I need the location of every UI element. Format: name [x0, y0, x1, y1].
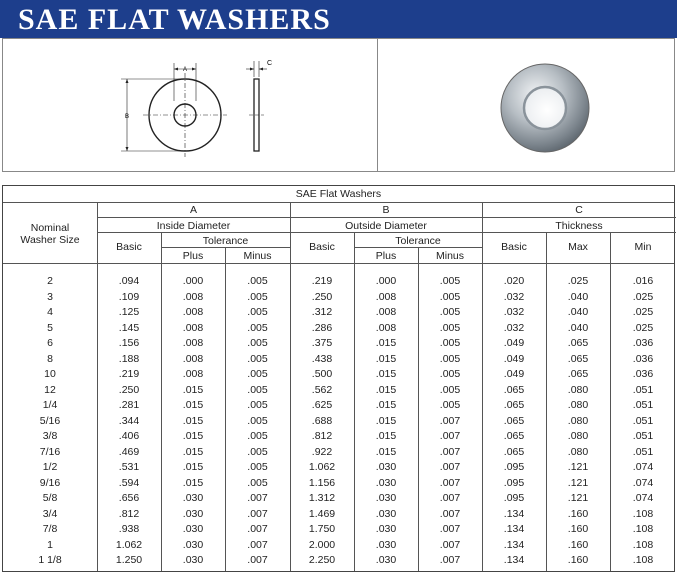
grid-line — [97, 232, 676, 233]
table-row — [3, 352, 674, 368]
table-row — [3, 445, 674, 461]
c-max-cell: .080 — [567, 399, 589, 411]
nominal-size-cell: 3 — [47, 290, 53, 303]
b-minus-cell: .005 — [439, 368, 461, 380]
b-basic-cell: .562 — [311, 383, 333, 396]
nominal-size-cell: 12 — [44, 383, 56, 396]
a-minus-cell: .007 — [247, 538, 268, 551]
b-plus-cell: .015 — [375, 399, 397, 411]
nominal-size-cell: 2 — [47, 275, 53, 287]
b-plus-cell: .030 — [375, 461, 397, 473]
group-a-tolerance: Tolerance — [202, 235, 249, 247]
b-plus-cell: .030 — [375, 476, 397, 489]
b-basic-cell: 1.062 — [308, 461, 336, 473]
a-minus-cell: .005 — [247, 383, 268, 396]
nominal-size-cell: 5/16 — [39, 414, 61, 427]
b-basic-cell: .688 — [311, 414, 333, 427]
c-min-cell: .051 — [632, 383, 654, 396]
c-basic-cell: .049 — [503, 352, 525, 365]
group-a-name: Inside Diameter — [156, 220, 231, 232]
c-basic-cell: .065 — [503, 414, 525, 427]
a-minus-cell: .007 — [247, 507, 268, 520]
b-plus-cell: .015 — [375, 383, 397, 396]
b-minus-cell: .005 — [439, 275, 461, 287]
c-min-cell: .074 — [632, 461, 654, 473]
nominal-size-cell: 1/4 — [42, 399, 58, 411]
a-basic-cell: .094 — [118, 275, 140, 287]
b-basic-cell: .286 — [311, 321, 333, 334]
group-c-name: Thickness — [555, 220, 603, 232]
a-plus-cell: .030 — [182, 554, 204, 566]
table-row — [3, 305, 674, 321]
table-row — [3, 522, 674, 538]
a-plus-cell: .008 — [182, 306, 204, 318]
nominal-size-cell: 10 — [44, 368, 56, 380]
c-basic-cell: .095 — [503, 492, 525, 504]
nominal-size-cell: 3/8 — [42, 430, 58, 442]
a-basic-cell: .812 — [118, 507, 140, 520]
table-row — [3, 398, 674, 414]
page-title: SAE FLAT WASHERS — [18, 3, 331, 36]
b-basic-cell: .219 — [311, 275, 333, 287]
figure-divider — [377, 39, 378, 171]
c-max-cell: .040 — [567, 306, 589, 318]
b-minus-cell: .007 — [439, 507, 461, 520]
b-plus-cell: .008 — [375, 306, 397, 318]
a-minus-cell: .005 — [247, 290, 268, 303]
group-b-basic: Basic — [309, 241, 335, 253]
a-plus-cell: .015 — [182, 383, 204, 396]
b-minus-cell: .005 — [439, 337, 461, 349]
a-minus-cell: .005 — [247, 476, 268, 489]
c-max-cell: .065 — [567, 337, 589, 349]
nominal-size-cell: 3/4 — [42, 507, 58, 520]
a-minus-cell: .005 — [247, 445, 268, 458]
c-min-cell: .108 — [632, 538, 654, 551]
b-plus-cell: .030 — [375, 523, 397, 535]
c-max-cell: .080 — [567, 383, 589, 396]
b-plus-cell: .015 — [375, 337, 397, 349]
nominal-size-cell: 4 — [47, 306, 53, 318]
a-plus-cell: .030 — [182, 507, 204, 520]
b-basic-cell: .500 — [311, 368, 333, 380]
a-plus-cell: .015 — [182, 445, 204, 458]
a-plus-cell: .015 — [182, 414, 204, 427]
table-row — [3, 367, 674, 383]
nominal-size-cell: 7/16 — [39, 445, 61, 458]
b-basic-cell: 1.156 — [308, 476, 336, 489]
nominal-size-cell: 5 — [47, 321, 53, 334]
a-minus-cell: .007 — [247, 523, 268, 535]
nominal-header-line1: Nominal — [30, 222, 70, 234]
c-basic-cell: .134 — [503, 507, 525, 520]
b-minus-cell: .005 — [439, 352, 461, 365]
b-basic-cell: .375 — [311, 337, 333, 349]
group-b-plus: Plus — [375, 250, 397, 262]
a-basic-cell: 1.062 — [115, 538, 143, 551]
a-plus-cell: .015 — [182, 461, 204, 473]
group-b-name: Outside Diameter — [345, 220, 427, 232]
b-minus-cell: .005 — [439, 290, 461, 303]
b-minus-cell: .007 — [439, 523, 461, 535]
a-minus-cell: .005 — [247, 275, 268, 287]
c-max-cell: .025 — [567, 275, 589, 287]
c-min-cell: .108 — [632, 507, 654, 520]
table-row — [3, 414, 674, 430]
a-plus-cell: .008 — [182, 368, 204, 380]
c-min-cell: .051 — [632, 414, 654, 427]
c-max-cell: .065 — [567, 368, 589, 380]
table-row — [3, 553, 674, 569]
a-minus-cell: .007 — [247, 492, 268, 504]
b-plus-cell: .030 — [375, 492, 397, 504]
c-max-cell: .160 — [567, 507, 589, 520]
c-min-cell: .036 — [632, 368, 654, 380]
c-min-cell: .025 — [632, 306, 654, 318]
c-min-cell: .051 — [632, 445, 654, 458]
nominal-size-cell: 8 — [47, 352, 53, 365]
b-basic-cell: .312 — [311, 306, 333, 318]
a-basic-cell: .469 — [118, 445, 140, 458]
c-basic-cell: .032 — [503, 290, 525, 303]
a-plus-cell: .008 — [182, 290, 204, 303]
table-row — [3, 290, 674, 306]
table-row — [3, 274, 674, 290]
a-basic-cell: .109 — [118, 290, 140, 303]
nominal-size-cell: 5/8 — [42, 492, 58, 504]
nominal-size-cell: 9/16 — [39, 476, 61, 489]
b-minus-cell: .007 — [439, 445, 461, 458]
c-basic-cell: .095 — [503, 476, 525, 489]
b-basic-cell: .250 — [311, 290, 333, 303]
a-basic-cell: .344 — [118, 414, 140, 427]
nominal-size-cell: 7/8 — [42, 523, 58, 535]
c-max-cell: .160 — [567, 523, 589, 535]
b-minus-cell: .007 — [439, 492, 461, 504]
b-basic-cell: .812 — [311, 430, 333, 442]
a-minus-cell: .005 — [247, 461, 268, 473]
a-minus-cell: .005 — [247, 368, 268, 380]
c-min-cell: .036 — [632, 337, 654, 349]
table-row — [3, 460, 674, 476]
a-basic-cell: .188 — [118, 352, 140, 365]
group-c-basic: Basic — [501, 241, 527, 253]
table-row — [3, 336, 674, 352]
b-plus-cell: .015 — [375, 352, 397, 365]
group-c-max: Max — [568, 241, 588, 253]
c-min-cell: .025 — [632, 321, 654, 334]
b-plus-cell: .000 — [375, 275, 397, 287]
c-min-cell: .108 — [632, 523, 654, 535]
b-plus-cell: .030 — [375, 538, 397, 551]
c-basic-cell: .095 — [503, 461, 525, 473]
a-minus-cell: .005 — [247, 399, 268, 411]
a-plus-cell: .000 — [182, 275, 204, 287]
table-row — [3, 321, 674, 337]
nominal-size-cell: 1 — [47, 538, 53, 551]
a-basic-cell: .281 — [118, 399, 140, 411]
table-row — [3, 429, 674, 445]
group-a-plus: Plus — [182, 250, 204, 262]
c-min-cell: .074 — [632, 492, 654, 504]
b-plus-cell: .008 — [375, 321, 397, 334]
a-basic-cell: .938 — [118, 523, 140, 535]
c-max-cell: .040 — [567, 321, 589, 334]
group-a-letter: A — [189, 204, 197, 216]
c-basic-cell: .032 — [503, 321, 525, 334]
c-min-cell: .036 — [632, 352, 654, 365]
a-basic-cell: .594 — [118, 476, 140, 489]
c-basic-cell: .065 — [503, 445, 525, 458]
grid-line — [3, 202, 674, 203]
b-basic-cell: .922 — [311, 445, 333, 458]
c-max-cell: .160 — [567, 538, 589, 551]
b-minus-cell: .007 — [439, 461, 461, 473]
table-title: SAE Flat Washers — [295, 188, 382, 200]
b-minus-cell: .005 — [439, 306, 461, 318]
a-minus-cell: .005 — [247, 352, 268, 365]
c-min-cell: .108 — [632, 554, 654, 566]
nominal-size-cell: 1 1/8 — [38, 554, 62, 566]
group-a-basic: Basic — [116, 241, 142, 253]
c-max-cell: .121 — [567, 461, 589, 473]
b-basic-cell: 1.469 — [308, 507, 336, 520]
table-row — [3, 538, 674, 554]
c-max-cell: .065 — [567, 352, 589, 365]
b-minus-cell: .007 — [439, 476, 461, 489]
a-basic-cell: .406 — [118, 430, 140, 442]
washer-dimension-drawing — [113, 51, 293, 161]
a-basic-cell: .156 — [118, 337, 140, 349]
c-max-cell: .121 — [567, 492, 589, 504]
c-basic-cell: .020 — [503, 275, 525, 287]
b-plus-cell: .030 — [375, 554, 397, 566]
b-basic-cell: 1.750 — [308, 523, 336, 535]
b-minus-cell: .005 — [439, 383, 461, 396]
group-b-tolerance: Tolerance — [395, 235, 441, 247]
b-basic-cell: .438 — [311, 352, 333, 365]
a-basic-cell: .250 — [118, 383, 140, 396]
group-c-min: Min — [634, 241, 652, 253]
a-basic-cell: 1.250 — [115, 554, 143, 566]
nominal-header-line2: Washer Size — [20, 234, 80, 246]
table-row — [3, 383, 674, 399]
c-max-cell: .080 — [567, 430, 589, 442]
c-basic-cell: .049 — [503, 368, 525, 380]
c-basic-cell: .134 — [503, 554, 525, 566]
b-minus-cell: .007 — [439, 430, 461, 442]
group-b-minus: Minus — [435, 250, 464, 262]
b-plus-cell: .015 — [375, 368, 397, 380]
nominal-size-cell: 6 — [47, 337, 53, 349]
group-c-letter: C — [575, 204, 583, 216]
c-max-cell: .160 — [567, 554, 589, 566]
b-plus-cell: .008 — [375, 290, 397, 303]
b-plus-cell: .030 — [375, 507, 397, 520]
b-plus-cell: .015 — [375, 445, 397, 458]
a-minus-cell: .005 — [247, 414, 268, 427]
c-max-cell: .040 — [567, 290, 589, 303]
b-minus-cell: .005 — [439, 321, 461, 334]
c-basic-cell: .065 — [503, 430, 525, 442]
table-row — [3, 491, 674, 507]
title-banner — [0, 0, 677, 38]
a-plus-cell: .015 — [182, 430, 204, 442]
a-minus-cell: .005 — [247, 430, 268, 442]
b-minus-cell: .007 — [439, 538, 461, 551]
a-minus-cell: .005 — [247, 306, 268, 318]
c-min-cell: .074 — [632, 476, 654, 489]
c-min-cell: .016 — [632, 275, 654, 287]
c-min-cell: .025 — [632, 290, 654, 303]
b-minus-cell: .007 — [439, 554, 461, 566]
table-row — [3, 507, 674, 523]
a-minus-cell: .005 — [247, 337, 268, 349]
b-basic-cell: 2.250 — [308, 554, 336, 566]
dimension-c-label: C — [267, 60, 273, 67]
group-b-letter: B — [382, 204, 390, 216]
c-max-cell: .080 — [567, 445, 589, 458]
b-minus-cell: .007 — [439, 414, 461, 427]
grid-line — [97, 217, 676, 218]
a-plus-cell: .030 — [182, 538, 204, 551]
table-row — [3, 476, 674, 492]
c-basic-cell: .065 — [503, 399, 525, 411]
b-basic-cell: 2.000 — [308, 538, 336, 551]
b-plus-cell: .015 — [375, 414, 397, 427]
a-plus-cell: .015 — [182, 476, 204, 489]
a-plus-cell: .008 — [182, 352, 204, 365]
a-minus-cell: .005 — [247, 321, 268, 334]
washer-spec-table — [2, 185, 675, 572]
a-basic-cell: .125 — [118, 306, 140, 318]
c-max-cell: .080 — [567, 414, 589, 427]
a-plus-cell: .030 — [182, 492, 204, 504]
c-basic-cell: .065 — [503, 383, 525, 396]
c-basic-cell: .049 — [503, 337, 525, 349]
group-a-minus: Minus — [243, 250, 272, 262]
c-basic-cell: .134 — [503, 538, 525, 551]
dimension-b-label: B — [124, 114, 130, 120]
grid-line — [3, 263, 674, 264]
a-minus-cell: .007 — [247, 554, 268, 566]
nominal-size-cell: 1/2 — [42, 461, 58, 473]
c-max-cell: .121 — [567, 476, 589, 489]
c-basic-cell: .032 — [503, 306, 525, 318]
figure-panel — [2, 38, 675, 172]
a-basic-cell: .219 — [118, 368, 140, 380]
b-minus-cell: .005 — [439, 399, 461, 411]
dimension-a-label: A — [182, 67, 188, 73]
a-basic-cell: .531 — [118, 461, 140, 473]
b-plus-cell: .015 — [375, 430, 397, 442]
b-basic-cell: .625 — [311, 399, 333, 411]
c-min-cell: .051 — [632, 430, 654, 442]
c-min-cell: .051 — [632, 399, 654, 411]
a-basic-cell: .145 — [118, 321, 140, 334]
a-plus-cell: .015 — [182, 399, 204, 411]
washer-photo — [490, 53, 600, 163]
a-plus-cell: .030 — [182, 523, 204, 535]
a-plus-cell: .008 — [182, 337, 204, 349]
b-basic-cell: 1.312 — [308, 492, 336, 504]
a-basic-cell: .656 — [118, 492, 140, 504]
a-plus-cell: .008 — [182, 321, 204, 334]
c-basic-cell: .134 — [503, 523, 525, 535]
